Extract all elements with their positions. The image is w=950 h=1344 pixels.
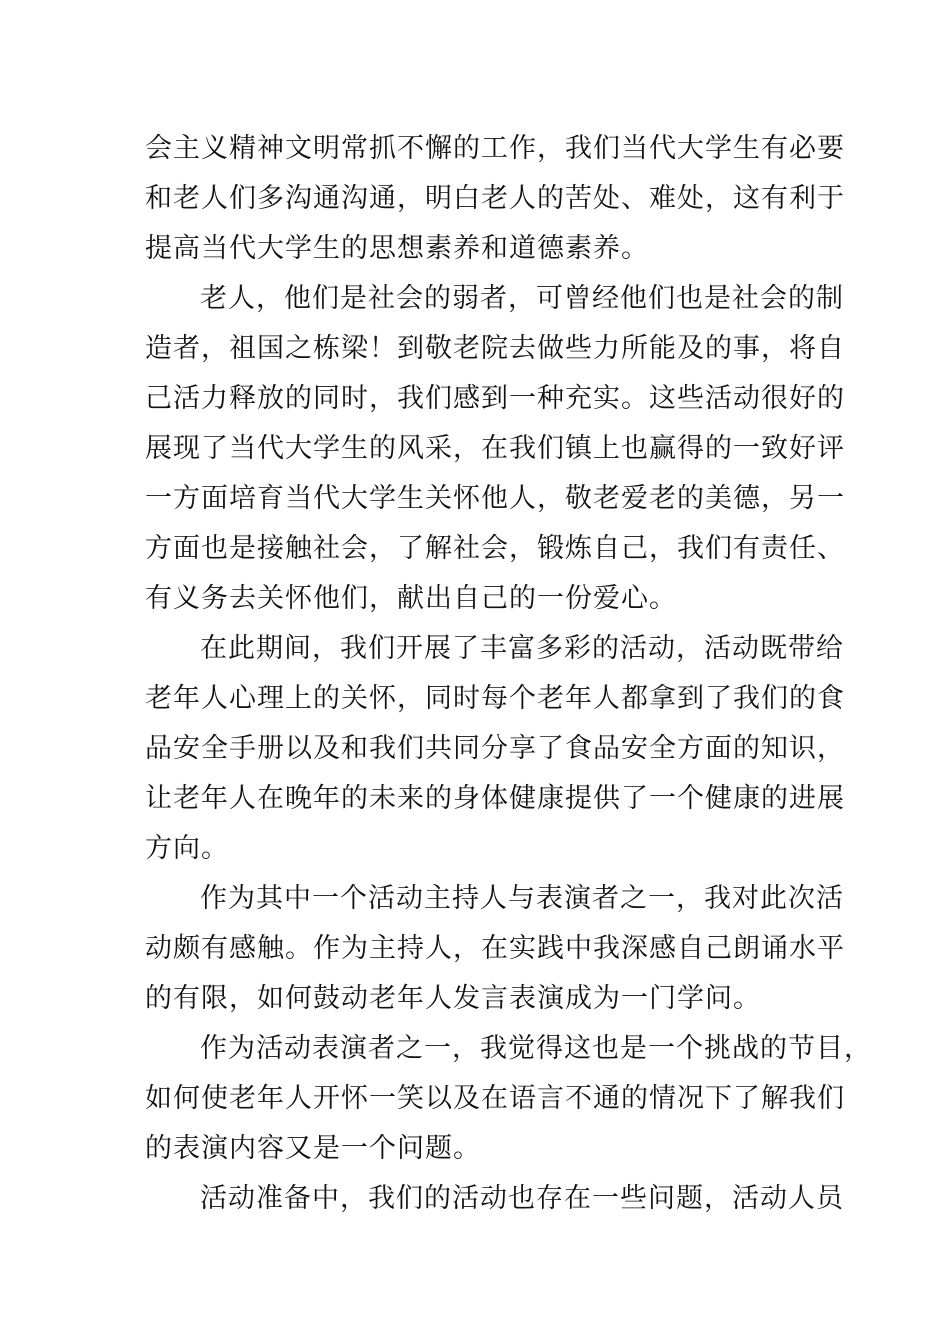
- text-line: 一方面培育当代大学生关怀他人，敬老爱老的美德，另一: [145, 483, 845, 514]
- text-line: 方面也是接触社会，了解社会，锻炼自己，我们有责任、: [145, 533, 845, 564]
- text-line: 如何使老年人开怀一笑以及在语言不通的情况下了解我们: [145, 1083, 845, 1114]
- text-line: 老年人心理上的关怀，同时每个老年人都拿到了我们的食: [145, 683, 845, 714]
- paragraph-first-line: 作为活动表演者之一，我觉得这也是一个挑战的节目，: [200, 1033, 872, 1064]
- text-line: 让老年人在晚年的未来的身体健康提供了一个健康的进展: [145, 783, 845, 814]
- text-line: 展现了当代大学生的风采，在我们镇上也赢得的一致好评: [145, 433, 845, 464]
- text-line: 有义务去关怀他们，献出自己的一份爱心。: [145, 583, 677, 614]
- text-line: 和老人们多沟通沟通，明白老人的苦处、难处，这有利于: [145, 183, 845, 214]
- paragraph-first-line: 在此期间，我们开展了丰富多彩的活动，活动既带给: [200, 633, 844, 664]
- text-line: 动颇有感触。作为主持人，在实践中我深感自己朗诵水平: [145, 933, 845, 964]
- text-line: 造者，祖国之栋梁！到敬老院去做些力所能及的事，将自: [145, 333, 845, 364]
- text-line: 的有限，如何鼓动老年人发言表演成为一门学问。: [145, 983, 761, 1014]
- text-line: 己活力释放的同时，我们感到一种充实。这些活动很好的: [145, 383, 845, 414]
- paragraph-first-line: 作为其中一个活动主持人与表演者之一，我对此次活: [200, 883, 844, 914]
- text-line: 品安全手册以及和我们共同分享了食品安全方面的知识，: [145, 733, 845, 764]
- paragraph-first-line: 活动准备中，我们的活动也存在一些问题，活动人员: [200, 1183, 844, 1214]
- text-line: 提高当代大学生的思想素养和道德素养。: [145, 233, 649, 264]
- text-line: 方向。: [145, 833, 229, 864]
- text-line: 会主义精神文明常抓不懈的工作，我们当代大学生有必要: [145, 133, 845, 164]
- paragraph-first-line: 老人，他们是社会的弱者，可曾经他们也是社会的制: [200, 283, 844, 314]
- text-line: 的表演内容又是一个问题。: [145, 1133, 481, 1164]
